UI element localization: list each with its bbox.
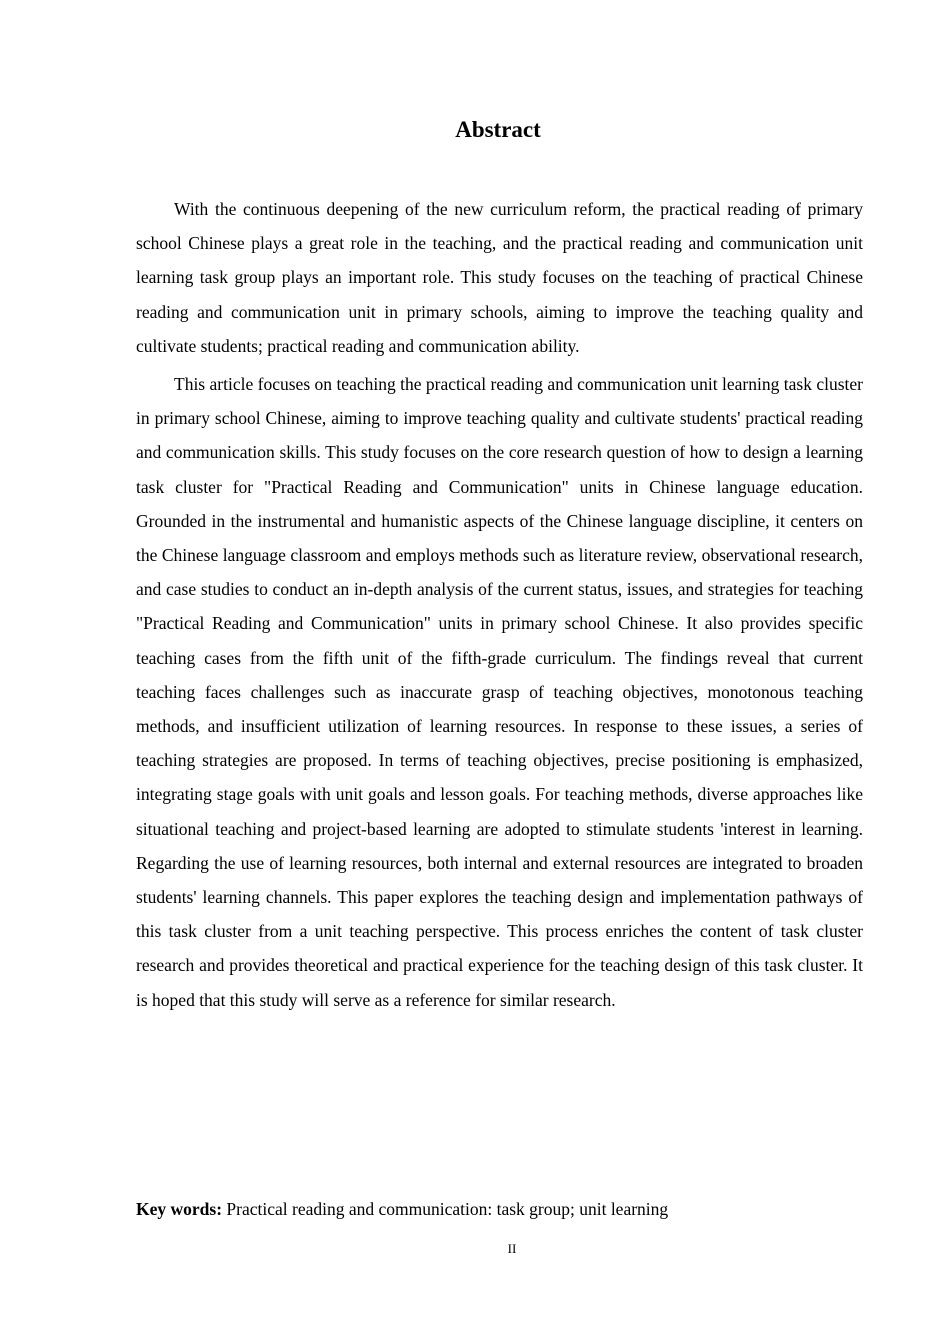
page-number: II	[507, 1241, 517, 1256]
keywords-line	[136, 1192, 863, 1226]
abstract-title: Abstract	[455, 117, 541, 142]
abstract-body	[136, 192, 863, 1017]
abstract-paragraph-2: This article focuses on teaching the practical reading and communication unit learning task cluster in primary school Chinese, aiming to improve teaching quality and cultivate students' practical reading and communication skills. This study focuses on the core research question of how to design a learning task cluster for "Practical Reading and Communication" units in Chinese language education. Grounded in the instrumental and humanistic aspects of the Chinese language discipline, it centers on the Chinese language classroom and employs methods such as literature review, observational research, and case studies to conduct an in-depth analysis of the current status, issues, and strategies for teaching "Practical Reading and Communication" units in primary school Chinese. It also provides specific teaching cases from the fifth unit of the fifth-grade curriculum. The findings reveal that current teaching faces challenges such as inaccurate grasp of teaching objectives, monotonous teaching methods, and insufficient utilization of learning resources. In response to these issues, a series of teaching strategies are proposed. In terms of teaching objectives, precise positioning is emphasized, integrating stage goals with unit goals and lesson goals. For teaching methods, diverse approaches like situational teaching and project-based learning are adopted to stimulate students 'interest in learning. Regarding the use of learning resources, both internal and external resources are integrated to broaden students' learning channels. This paper explores the teaching design and implementation pathways of this task cluster from a unit teaching perspective. This process enriches the content of task cluster research and provides theoretical and practical experience for the teaching design of this task cluster. It is hoped that this study will serve as a reference for similar research.	[136, 374, 863, 1010]
keywords-label: Key words:	[136, 1199, 223, 1219]
keywords-text: Practical reading and communication: task group; unit learning	[226, 1199, 669, 1219]
abstract-paragraph-1: With the continuous deepening of the new curriculum reform, the practical reading of primary school Chinese plays a great role in the teaching, and the practical reading and communication unit learning task group plays an important role. This study focuses on the teaching of practical Chinese reading and communication unit in primary schools, aiming to improve the teaching quality and cultivate students; practical reading and communication ability.	[136, 199, 863, 356]
